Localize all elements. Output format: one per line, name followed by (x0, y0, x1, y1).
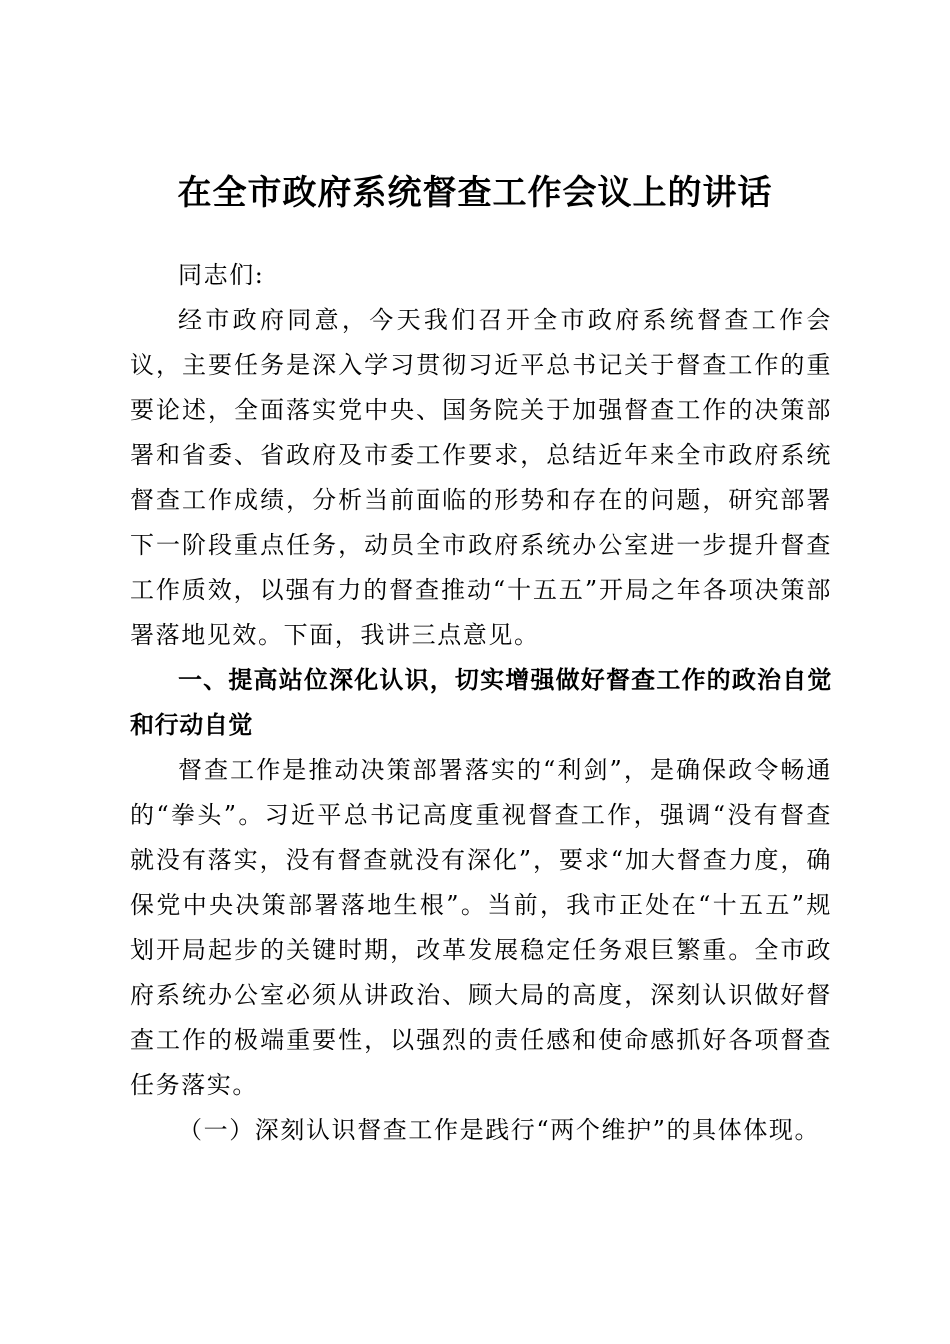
document-title: 在全市政府系统督查工作会议上的讲话 (177, 173, 773, 213)
subsection-heading-1: （一）深刻认识督查工作是践行“两个维护”的具体体现。 (178, 1116, 821, 1144)
intro-paragraph: 经市政府同意，今天我们召开全市政府系统督查工作会议，主要任务是深入学习贯彻习近平总书记关于督查工作的重要论述，全面落实党中央、国务院关于加强督查工作的决策部署和省委、省政府及市委工作要求，总结近年来全市政府系统督查工作成绩，分析当前面临的形势和存在的问题，研究部署下一阶段重点任务，动员全市政府系统办公室进一步提升督查工作质效，以强有力的督查推动“十五五”开局之年各项决策部署落地见效。下面，我讲三点意见。 (130, 306, 832, 649)
section-heading-1: 一、提高站位深化认识，切实增强做好督查工作的政治自觉和行动自觉 (130, 666, 832, 739)
salutation: 同志们: (178, 261, 265, 289)
document-body (130, 253, 832, 1153)
section-1-paragraph: 督查工作是推动决策部署落实的“利剑”，是确保政令畅通的“拳头”。习近平总书记高度重视督查工作，强调“没有督查就没有落实，没有督查就没有深化”，要求“加大督查力度，确保党中央决策部署落地生根”。当前，我市正处在“十五五”规划开局起步的关键时期，改革发展稳定任务艰巨繁重。全市政府系统办公室必须从讲政治、顾大局的高度，深刻认识做好督查工作的极端重要性，以强烈的责任感和使命感抓好各项督查任务落实。 (130, 756, 832, 1099)
